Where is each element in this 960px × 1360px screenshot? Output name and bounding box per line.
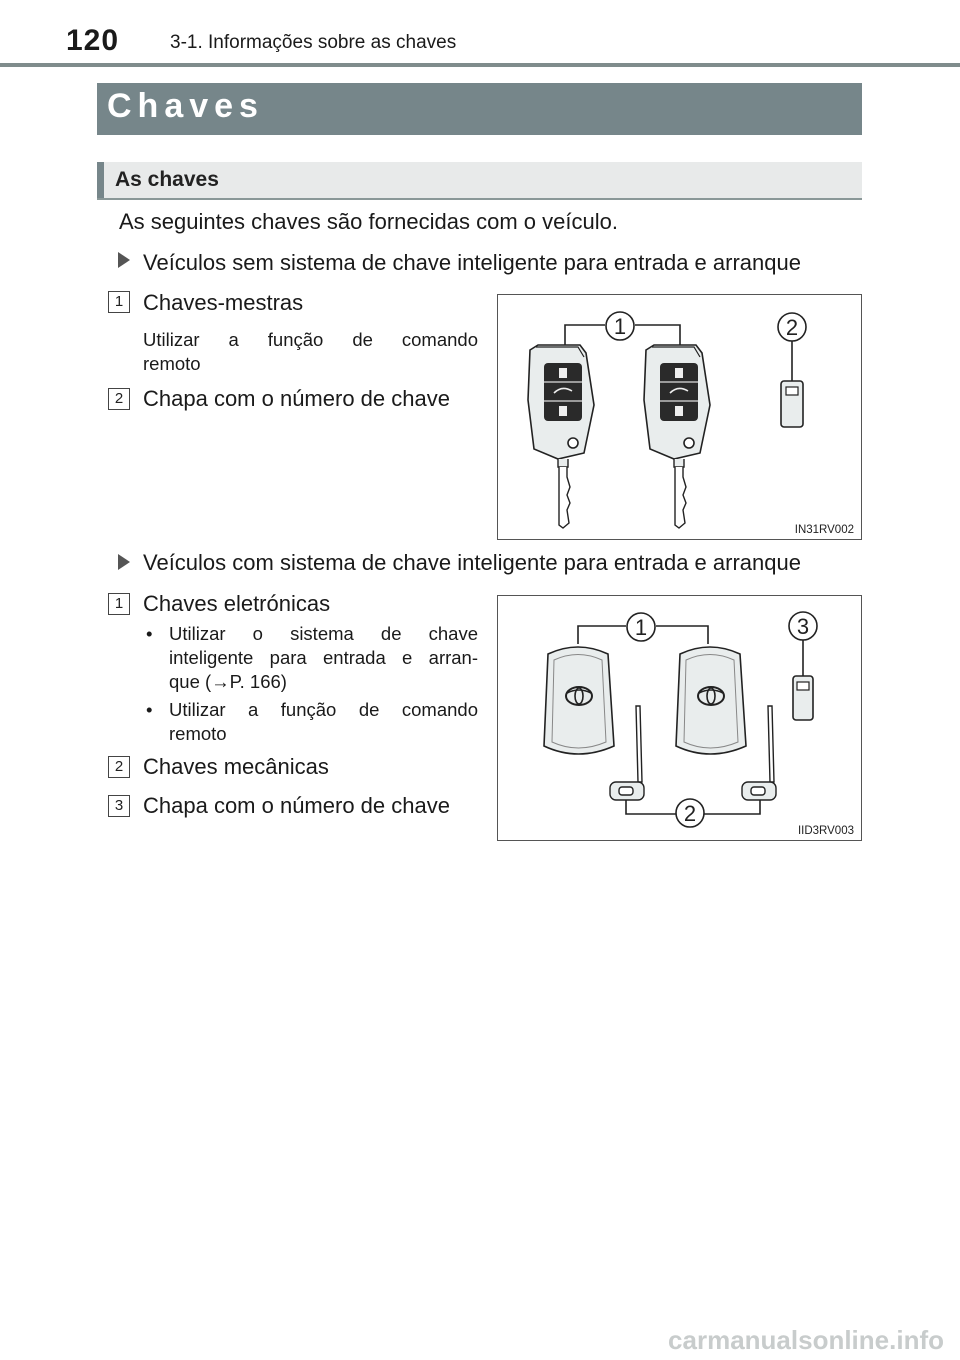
callout-2: 2 (683, 801, 697, 826)
item-label-electronic-keys: Chaves eletrónicas (143, 591, 331, 616)
item-number: 2 (108, 756, 130, 778)
item-label-key-number-plate: Chapa com o número de chave (143, 386, 450, 411)
figure-id: IN31RV002 (794, 524, 854, 536)
smart-key-left (544, 647, 614, 754)
key-number-plate (793, 676, 813, 720)
callout-1: 1 (613, 314, 627, 339)
bullet-dot: • (146, 699, 153, 720)
master-key-left (528, 345, 594, 528)
running-title: 3-1. Informações sobre as chaves (170, 32, 457, 53)
triangle-bullet-icon (118, 554, 130, 570)
page-number: 120 (66, 24, 120, 57)
mechanical-key-left (610, 706, 644, 800)
mechanical-key-right (742, 706, 776, 800)
item-number: 1 (108, 593, 130, 615)
bullet-text: Utilizar o sistema de chave (169, 623, 478, 644)
item-number: 2 (108, 388, 130, 410)
master-key-right (644, 345, 710, 528)
bullet-text: inteligente para entrada e arran- (169, 647, 478, 668)
bullet-text: remoto (169, 723, 227, 744)
intro-text: As seguintes chaves são fornecidas com o veículo. (119, 209, 618, 234)
figure-master-keys (497, 294, 862, 540)
subsection-title-bar (97, 162, 862, 200)
triangle-bullet-icon (118, 252, 130, 268)
callout-2: 2 (785, 315, 799, 340)
item-desc: Utilizar a função de comando (143, 329, 478, 350)
variant-b-marker (118, 554, 130, 575)
electronic-keys-illustration (498, 596, 860, 839)
section-title-bar (97, 83, 862, 135)
master-keys-illustration (498, 295, 860, 538)
bullet-text: que (→P. 166) (169, 671, 287, 692)
section-title: Chaves (107, 87, 264, 125)
smart-key-right (676, 647, 746, 754)
variant-b-heading: Veículos com sistema de chave inteligente para entrada e arranque (143, 550, 801, 575)
item-number: 3 (108, 795, 130, 817)
subsection-title: As chaves (115, 168, 219, 191)
bullet-dot: • (146, 623, 153, 644)
watermark: carmanualsonline.info (668, 1325, 944, 1355)
item-label-master-keys: Chaves-mestras (143, 290, 304, 315)
callout-3: 3 (796, 614, 810, 639)
item-label-mechanical-keys: Chaves mecânicas (143, 754, 329, 779)
item-number: 1 (108, 291, 130, 313)
header-rule (0, 63, 960, 67)
variant-a-heading: Veículos sem sistema de chave inteligente para entrada e arranque (143, 250, 801, 275)
variant-a-marker (118, 252, 130, 273)
callout-1: 1 (634, 615, 648, 640)
bullet-text: Utilizar a função de comando (169, 699, 478, 720)
figure-id: IID3RV003 (797, 825, 854, 837)
key-number-plate (781, 381, 803, 427)
subsection-accent (97, 162, 104, 198)
figure-electronic-keys (497, 595, 862, 841)
item-desc: remoto (143, 353, 201, 374)
item-label-key-number-plate: Chapa com o número de chave (143, 793, 450, 818)
